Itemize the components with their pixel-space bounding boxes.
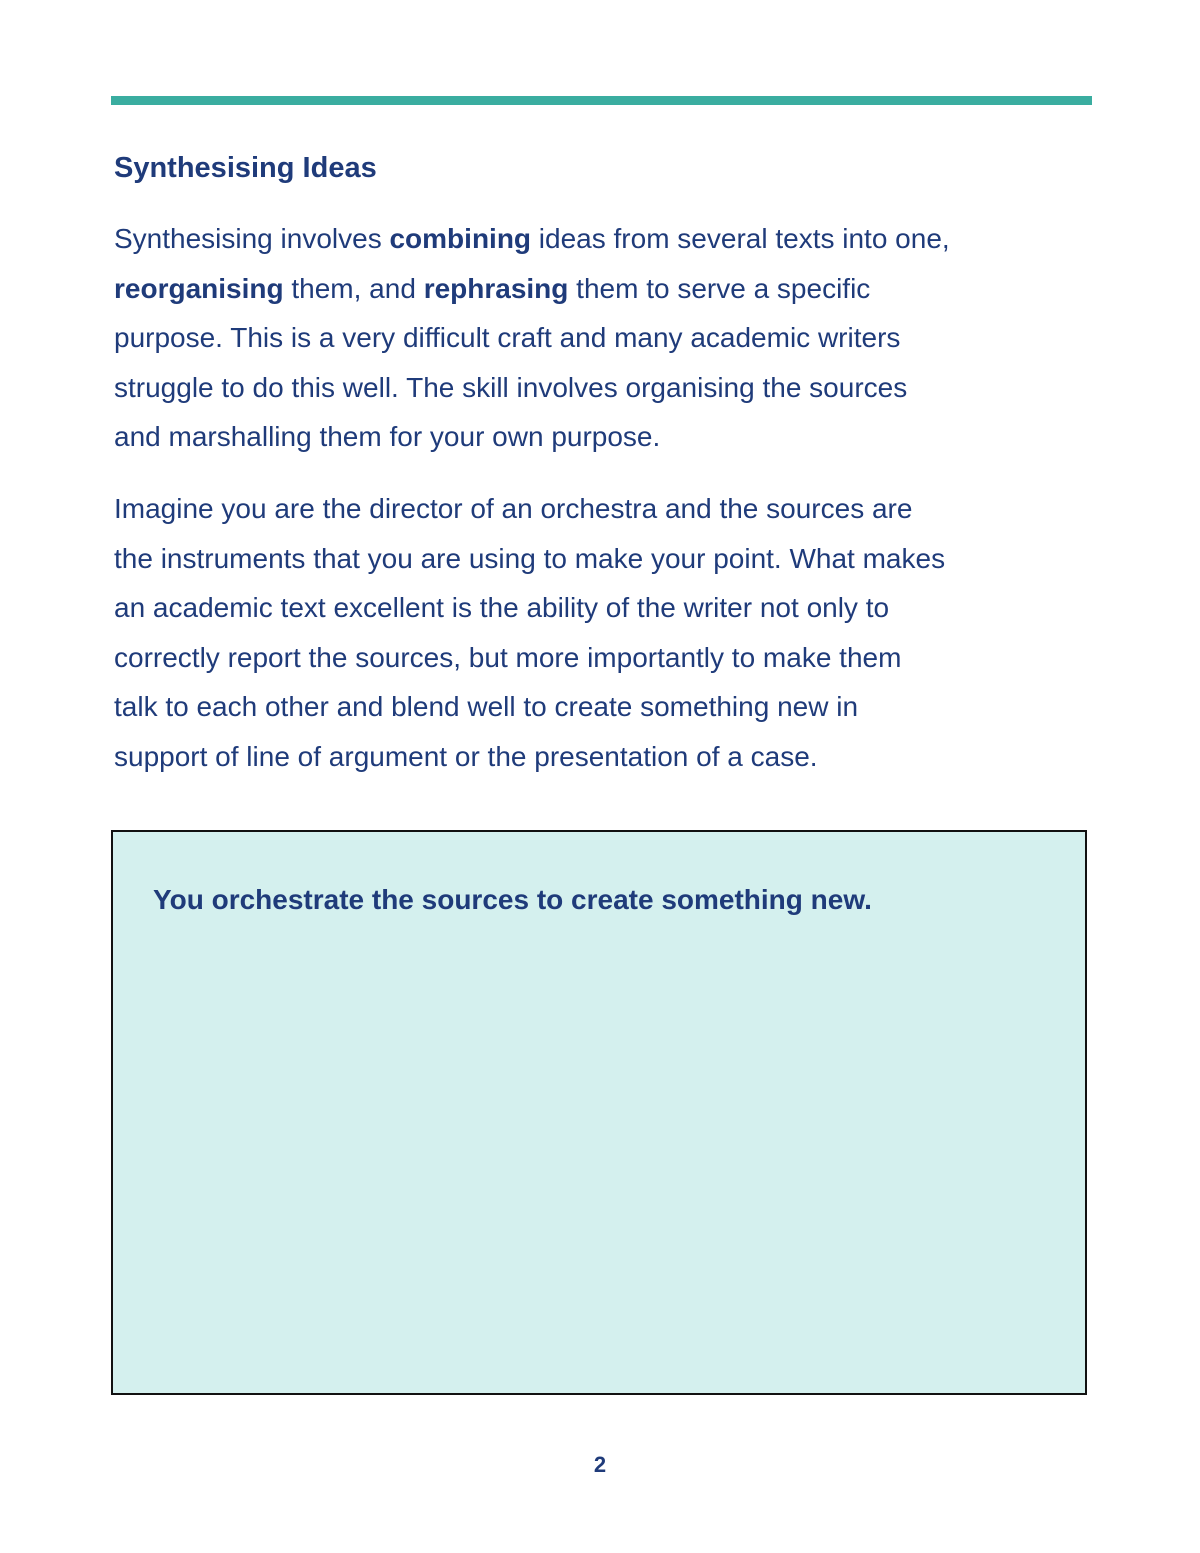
callout-text: You orchestrate the sources to create something new. [153,884,872,915]
paragraph-line: reorganising them, and rephrasing them to serve a specific [114,272,871,304]
paragraph-line: Imagine you are the director of an orchestra and the sources are [114,493,913,524]
paragraph-orchestra [114,484,1104,782]
page-number: 2 [593,1452,607,1477]
paragraph-line: the instruments that you are using to make your point. What makes [114,542,946,574]
paragraph-line: an academic text excellent is the ability of the writer not only to [114,592,890,624]
paragraph-line: and marshalling them for your own purpose. [114,421,661,453]
section-heading: Synthesising Ideas [114,152,377,184]
paragraph-synthesising [114,214,1104,462]
top-accent-rule [111,96,1092,105]
paragraph-line: purpose. This is a very difficult craft and many academic writers [114,322,901,354]
paragraph-line: talk to each other and blend well to create something new in [114,691,859,723]
paragraph-line: Synthesising involves combining ideas from several texts into one, [114,223,950,254]
paragraph-line: support of line of argument or the presentation of a case. [114,740,818,772]
emphasis-rephrasing: rephrasing [423,272,569,304]
emphasis-combining: combining [389,223,532,254]
paragraph-line: struggle to do this well. The skill involves organising the sources [114,371,908,403]
paragraph-line: correctly report the sources, but more importantly to make them [114,641,902,673]
emphasis-reorganising: reorganising [114,272,284,304]
callout-box [111,830,1087,1395]
